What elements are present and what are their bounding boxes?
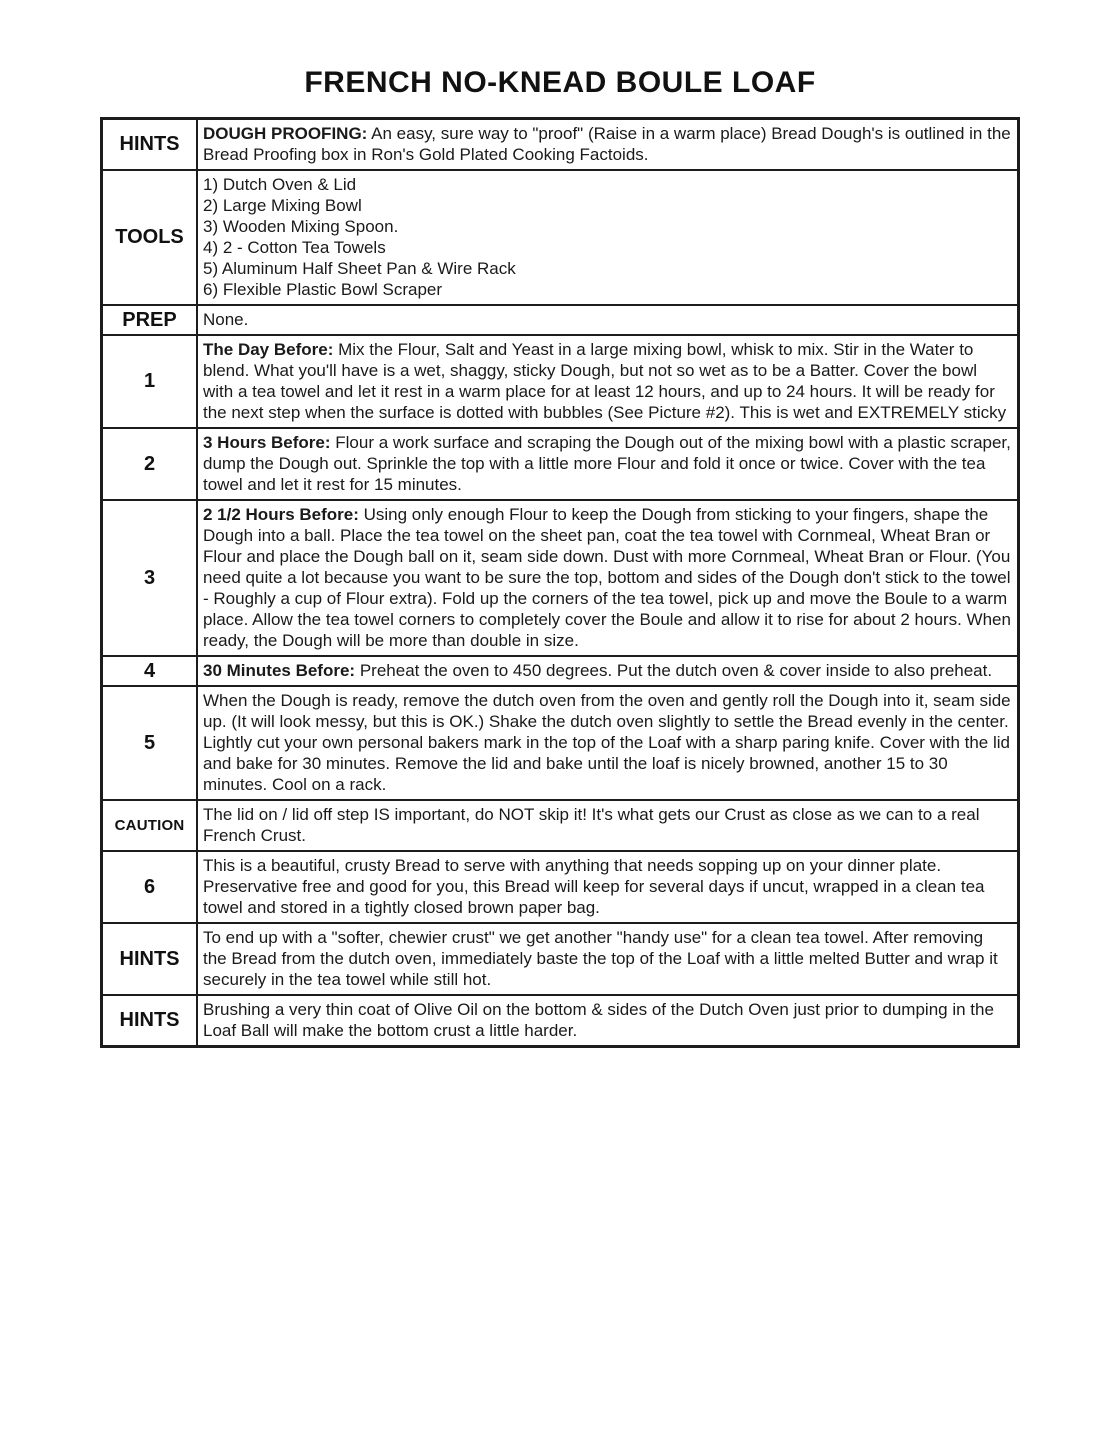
page-title: FRENCH NO-KNEAD BOULE LOAF — [304, 66, 816, 99]
row-label: PREP — [103, 306, 198, 334]
tools-item: 4) 2 - Cotton Tea Towels — [203, 238, 386, 257]
row-content — [198, 996, 1017, 1045]
row-text: To end up with a "softer, chewier crust" we get another "handy use" for a clean tea towel. After removing the Bread from the dutch oven, immediately baste the top of the Loaf with a little melted Butter and wrap it securely in the tea towel while still hot. — [203, 928, 998, 989]
table-row — [103, 657, 1017, 687]
tools-item: 3) Wooden Mixing Spoon. — [203, 217, 399, 236]
row-content — [198, 501, 1017, 655]
row-content — [198, 336, 1017, 427]
table-row — [103, 996, 1017, 1045]
tools-item: 5) Aluminum Half Sheet Pan & Wire Rack — [203, 259, 516, 278]
row-text: Brushing a very thin coat of Olive Oil on the bottom & sides of the Dutch Oven just prior to dumping in the Loaf Ball will make the bottom crust a little harder. — [203, 1000, 994, 1040]
tools-item: 6) Flexible Plastic Bowl Scraper — [203, 280, 443, 299]
row-label: HINTS — [103, 120, 198, 169]
row-text: Using only enough Flour to keep the Dough from sticking to your fingers, shape the Dough into a ball. Place the tea towel on the sheet pan, coat the tea towel with Cornmeal, Wheat Bran or Flour and place the Dough ball on it, seam side down. Dust with more Cornmeal, Wheat Bran or Flour. (You need quite a lot because you want to be sure the top, bottom and sides of the Dough don't stick to the towel - Roughly a cup of Flour extra). Fold up the corners of the tea towel, pick up and move the Boule to a warm place. Allow the tea towel corners to completely cover the Boule and allow it to rise for about 2 hours. When ready, the Dough will be more than double in size. — [203, 505, 1011, 650]
row-lead: 30 Minutes Before: — [203, 661, 356, 680]
row-text: When the Dough is ready, remove the dutch oven from the oven and gently roll the Dough into it, seam side up. (It will look messy, but this is OK.) Shake the dutch oven slightly to settle the Bread evenly in the center. Lightly cut your own personal bakers mark in the top of the Loaf with a sharp paring knife. Cover with the lid and bake for 30 minutes. Remove the lid and bake until the loaf is nicely browned, another 15 to 30 minutes. Cool on a rack. — [203, 691, 1011, 794]
row-label: 2 — [103, 429, 198, 499]
table-row — [103, 687, 1017, 801]
table-row — [103, 306, 1017, 336]
table-row — [103, 429, 1017, 501]
row-label: TOOLS — [103, 171, 198, 304]
row-text: Preheat the oven to 450 degrees. Put the dutch oven & cover inside to also preheat. — [359, 661, 993, 680]
row-label: 3 — [103, 501, 198, 655]
row-content — [198, 924, 1017, 994]
row-label: HINTS — [103, 924, 198, 994]
recipe-table — [100, 117, 1020, 1048]
row-label: 5 — [103, 687, 198, 799]
row-label: 6 — [103, 852, 198, 922]
row-text: An easy, sure way to "proof" (Raise in a warm place) Bread Dough's is outlined in the Bread Proofing box in Ron's Gold Plated Cooking Factoids. — [203, 124, 1011, 164]
row-label: HINTS — [103, 996, 198, 1045]
table-row — [103, 924, 1017, 996]
row-content — [198, 687, 1017, 799]
table-row — [103, 501, 1017, 657]
row-lead: 3 Hours Before: — [203, 433, 331, 452]
row-label: 1 — [103, 336, 198, 427]
row-content — [198, 801, 1017, 850]
row-lead: The Day Before: — [203, 340, 334, 359]
row-content — [198, 657, 1017, 685]
row-text: Mix the Flour, Salt and Yeast in a large mixing bowl, whisk to mix. Stir in the Water to blend. What you'll have is a wet, shaggy, sticky Dough, but not so wet as to be a Batter. Cover the bowl with a tea towel and let it rest in a warm place for at least 12 hours, and up to 24 hours. It will be ready for the next step when the surface is dotted with bubbles (See Picture #2). This is wet and EXTREMELY sticky — [203, 340, 1007, 422]
table-row — [103, 336, 1017, 429]
table-row — [103, 801, 1017, 852]
row-label: CAUTION — [103, 801, 198, 850]
table-row — [103, 852, 1017, 924]
row-text: None. — [203, 310, 249, 329]
tools-item: 1) Dutch Oven & Lid — [203, 175, 357, 194]
row-content — [198, 171, 1017, 304]
row-text: This is a beautiful, crusty Bread to serve with anything that needs sopping up on your dinner plate. Preservative free and good for you, this Bread will keep for several days if uncut, wrapped in a clean tea towel and stored in a tightly closed brown paper bag. — [203, 856, 985, 917]
row-label: 4 — [103, 657, 198, 685]
row-content — [198, 429, 1017, 499]
row-lead: DOUGH PROOFING: — [203, 124, 368, 143]
row-content — [198, 306, 1017, 334]
table-row — [103, 120, 1017, 171]
table-row — [103, 171, 1017, 306]
tools-item: 2) Large Mixing Bowl — [203, 196, 362, 215]
row-content — [198, 852, 1017, 922]
row-text: The lid on / lid off step IS important, do NOT skip it! It's what gets our Crust as close as we can to a real French Crust. — [203, 805, 980, 845]
row-text: Flour a work surface and scraping the Dough out of the mixing bowl with a plastic scraper, dump the Dough out. Sprinkle the top with a little more Flour and fold it once or twice. Cover with the tea towel and let it rest for 15 minutes. — [203, 433, 1011, 494]
row-content — [198, 120, 1017, 169]
row-lead: 2 1/2 Hours Before: — [203, 505, 359, 524]
